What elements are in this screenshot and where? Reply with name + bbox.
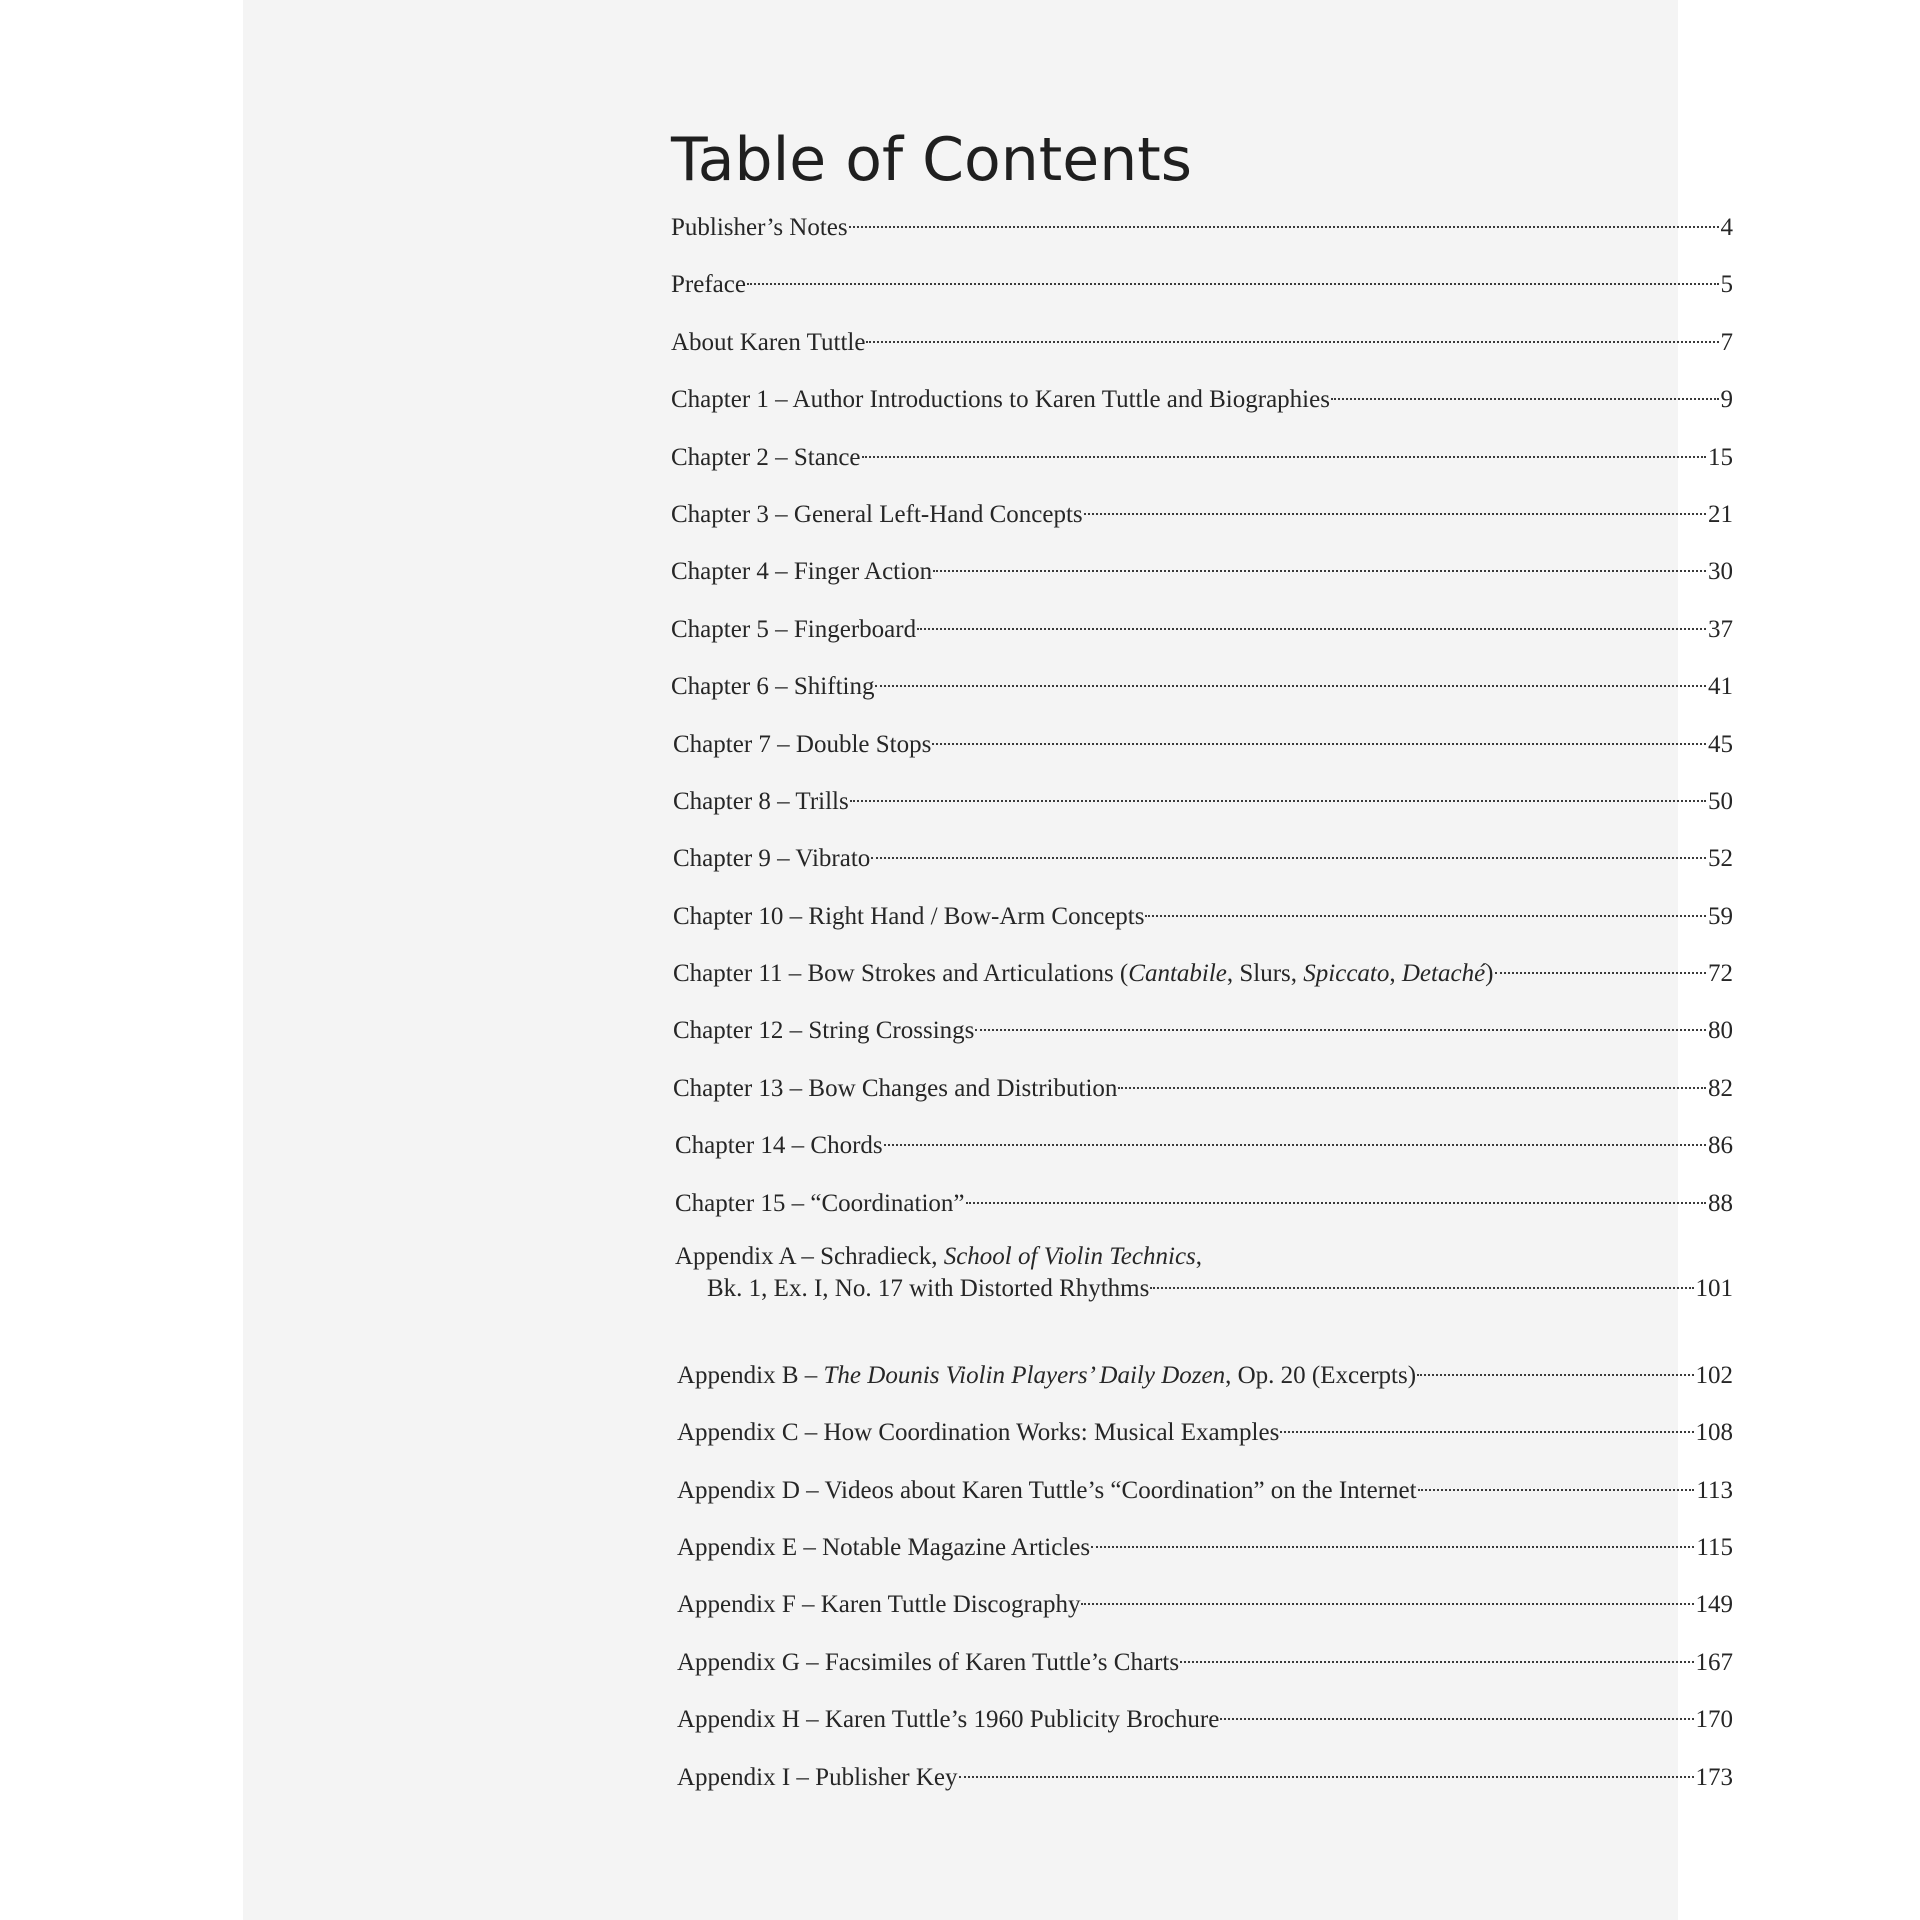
dot-leader xyxy=(1418,1489,1695,1491)
toc-page-number: 30 xyxy=(1708,558,1733,586)
toc-page-number: 115 xyxy=(1696,1534,1733,1561)
toc-entry xyxy=(671,1471,1733,1528)
dot-leader xyxy=(747,283,1719,285)
dot-leader xyxy=(871,857,1706,859)
toc-entry-label: Chapter 9 – Vibrato xyxy=(673,845,871,873)
toc-entry-label: Preface xyxy=(671,271,746,299)
toc-entry-label: Chapter 12 – String Crossings xyxy=(673,1017,975,1045)
toc-page-number: 82 xyxy=(1708,1074,1733,1102)
dot-leader xyxy=(884,1144,1706,1146)
toc-entry xyxy=(671,1356,1733,1413)
toc-page-number: 4 xyxy=(1720,214,1733,241)
toc-page-number: 50 xyxy=(1708,787,1733,815)
toc-entry xyxy=(671,610,1733,667)
toc-entry xyxy=(671,1241,1733,1356)
toc-list xyxy=(671,208,1733,1815)
toc-page-number: 167 xyxy=(1695,1648,1733,1676)
toc-page-number: 113 xyxy=(1696,1476,1733,1504)
toc-entry xyxy=(671,897,1733,954)
toc-entry-label: Chapter 14 – Chords xyxy=(675,1132,883,1160)
toc-entry-label-continued: Bk. 1, Ex. I, No. 17 with Distorted Rhythms xyxy=(707,1275,1150,1303)
dot-leader xyxy=(1118,1087,1706,1089)
toc-page-number: 88 xyxy=(1708,1189,1733,1217)
toc-entry xyxy=(671,725,1733,782)
toc-entry-label: Chapter 11 – Bow Strokes and Articulations (Cantabile, Slurs, Spiccato, Detaché) xyxy=(673,960,1494,988)
toc-entry-label: Appendix H – Karen Tuttle’s 1960 Publicity Brochure xyxy=(677,1706,1220,1734)
dot-leader xyxy=(850,800,1706,802)
dot-leader xyxy=(959,1776,1694,1778)
book-page xyxy=(243,0,1733,1920)
toc-entry xyxy=(671,380,1733,437)
toc-entry-label: Chapter 6 – Shifting xyxy=(671,673,875,701)
dot-leader xyxy=(917,628,1706,630)
toc-page-number: 45 xyxy=(1708,730,1733,758)
toc-entry xyxy=(671,782,1733,839)
toc-entry-line xyxy=(675,1273,1733,1305)
toc-entry-label: Appendix I – Publisher Key xyxy=(677,1763,958,1791)
toc-entry-label: Appendix E – Notable Magazine Articles xyxy=(677,1534,1091,1561)
dot-leader xyxy=(866,341,1718,343)
dot-leader xyxy=(1081,1603,1693,1605)
toc-entry xyxy=(671,667,1733,724)
toc-entry xyxy=(671,1700,1733,1757)
dot-leader xyxy=(966,1202,1706,1204)
toc-page-number: 149 xyxy=(1695,1591,1733,1619)
dot-leader xyxy=(1331,398,1719,400)
toc-entry-label: Appendix A – Schradieck, School of Violin Technics, xyxy=(675,1243,1203,1271)
dot-leader xyxy=(875,685,1706,687)
toc-entry-label: Appendix D – Videos about Karen Tuttle’s “Coordination” on the Internet xyxy=(677,1476,1417,1504)
dot-leader xyxy=(1280,1431,1693,1433)
toc-entry-label: Chapter 8 – Trills xyxy=(673,787,849,815)
dot-leader xyxy=(933,570,1706,572)
toc-entry-label: Appendix G – Facsimiles of Karen Tuttle’s Charts xyxy=(677,1648,1180,1676)
toc-page-number: 21 xyxy=(1708,500,1733,528)
toc-entry xyxy=(671,208,1733,265)
toc-entry xyxy=(671,1126,1733,1183)
dot-leader xyxy=(849,226,1719,228)
toc-entry xyxy=(671,1069,1733,1126)
toc-page-number: 72 xyxy=(1708,960,1733,988)
toc-entry xyxy=(671,1413,1733,1470)
toc-entry-label: Chapter 2 – Stance xyxy=(671,443,861,471)
toc-entry xyxy=(671,839,1733,896)
toc-entry-label: Publisher’s Notes xyxy=(671,214,848,241)
toc-page-number: 37 xyxy=(1708,615,1733,643)
toc-page-number: 108 xyxy=(1695,1419,1733,1447)
toc-entry xyxy=(671,954,1733,1011)
toc-entry xyxy=(671,1758,1733,1815)
toc-page-number: 9 xyxy=(1720,386,1733,414)
toc-entry xyxy=(671,1643,1733,1700)
toc-entry xyxy=(671,552,1733,609)
toc-entry-label: Chapter 10 – Right Hand / Bow-Arm Concepts xyxy=(673,902,1145,930)
toc-entry-label: Appendix F – Karen Tuttle Discography xyxy=(677,1591,1081,1619)
dot-leader xyxy=(1084,513,1706,515)
dot-leader xyxy=(1150,1287,1693,1289)
toc-entry-label: Chapter 13 – Bow Changes and Distribution xyxy=(673,1074,1118,1102)
toc-entry xyxy=(671,438,1733,495)
toc-entry-line xyxy=(675,1241,1733,1273)
dot-leader xyxy=(1091,1546,1694,1548)
toc-page-number: 101 xyxy=(1695,1275,1733,1303)
dot-leader xyxy=(862,456,1706,458)
dot-leader xyxy=(1417,1374,1693,1376)
toc-entry-label: Chapter 7 – Double Stops xyxy=(673,730,932,758)
toc-entry-label: Chapter 1 – Author Introductions to Karen Tuttle and Biographies xyxy=(671,386,1330,414)
toc-page-number: 102 xyxy=(1695,1361,1733,1389)
toc-entry xyxy=(671,323,1733,380)
toc-entry xyxy=(671,1585,1733,1642)
toc-entry-label: About Karen Tuttle xyxy=(671,328,866,356)
dot-leader xyxy=(975,1029,1706,1031)
toc-entry-label: Appendix C – How Coordination Works: Musical Examples xyxy=(677,1419,1280,1447)
toc-entry xyxy=(671,1011,1733,1068)
toc-entry xyxy=(671,1184,1733,1241)
toc-entry-label: Appendix B – The Dounis Violin Players’ Daily Dozen, Op. 20 (Excerpts) xyxy=(677,1361,1417,1389)
toc-page-number: 173 xyxy=(1695,1763,1733,1791)
page-title: Table of Contents xyxy=(671,125,1193,195)
toc-page-number: 170 xyxy=(1695,1706,1733,1734)
toc-page-number: 86 xyxy=(1708,1132,1733,1160)
toc-entry xyxy=(671,1528,1733,1585)
toc-entry-label: Chapter 15 – “Coordination” xyxy=(675,1189,965,1217)
toc-entry-label: Chapter 3 – General Left-Hand Concepts xyxy=(671,500,1083,528)
dot-leader xyxy=(932,743,1706,745)
dot-leader xyxy=(1495,972,1707,974)
toc-entry xyxy=(671,495,1733,552)
toc-page-number: 5 xyxy=(1720,271,1733,299)
toc-entry-label: Chapter 4 – Finger Action xyxy=(671,558,933,586)
toc-page-number: 15 xyxy=(1708,443,1733,471)
toc-page-number: 7 xyxy=(1720,328,1733,356)
dot-leader xyxy=(1220,1718,1693,1720)
toc-entry xyxy=(671,265,1733,322)
toc-page-number: 41 xyxy=(1708,673,1733,701)
toc-page-number: 59 xyxy=(1708,902,1733,930)
dot-leader xyxy=(1180,1661,1693,1663)
toc-entry-label: Chapter 5 – Fingerboard xyxy=(671,615,917,643)
toc-page-number: 80 xyxy=(1708,1017,1733,1045)
dot-leader xyxy=(1145,915,1706,917)
toc-page-number: 52 xyxy=(1708,845,1733,873)
